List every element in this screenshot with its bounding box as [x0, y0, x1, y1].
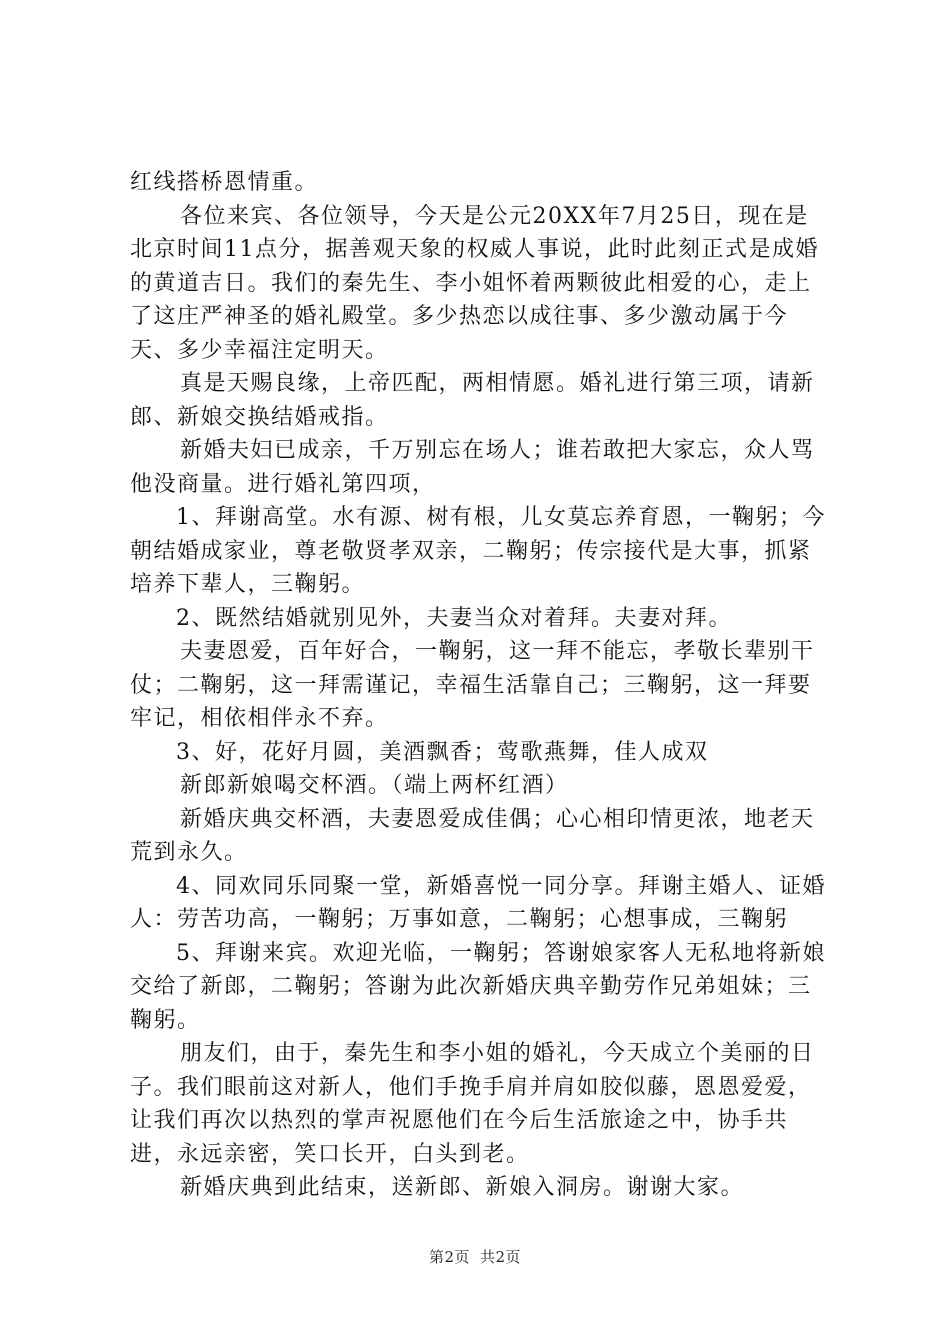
paragraph: 新婚夫妇已成亲，千万别忘在场人；谁若敢把大家忘，众人骂他没商量。进行婚礼第四项， — [130, 438, 815, 497]
paragraph: 5、拜谢来宾。欢迎光临，一鞠躬；答谢娘家客人无私地将新娘交给了新郎，二鞠躬；答谢为此次新婚庆典辛勤劳作兄弟姐妹；三鞠躬。 — [130, 940, 826, 1033]
paragraph: 真是天赐良缘，上帝匹配，两相情愿。婚礼进行第三项，请新郎、新娘交换结婚戒指。 — [130, 371, 815, 430]
page-number: 第2页 — [428, 1248, 470, 1266]
paragraph: 夫妻恩爱，百年好合，一鞠躬，这一拜不能忘，孝敬长辈别干仗；二鞠躬，这一拜需谨记，幸福生活靠自己；三鞠躬，这一拜要牢记，相依相伴永不弃。 — [130, 639, 815, 731]
paragraph: 3、好，花好月圆，美酒飘香；莺歌燕舞，佳人成双 — [176, 739, 709, 765]
paragraph: 1、拜谢高堂。水有源、树有根，儿女莫忘养育恩，一鞠躬；今朝结婚成家业，尊老敬贤孝双亲，二鞠躬；传宗接代是大事，抓紧培养下辈人，三鞠躬。 — [130, 505, 826, 597]
paragraph: 新郎新娘喝交杯酒。（端上两杯红酒） — [180, 773, 569, 798]
paragraph: 红线搭桥恩情重。 — [130, 170, 319, 195]
paragraph: 新婚庆典交杯酒，夫妻恩爱成佳偶；心心相印情更浓，地老天荒到永久。 — [130, 806, 815, 865]
page-footer — [0, 1246, 950, 1267]
paragraph: 新婚庆典到此结束，送新郎、新娘入洞房。谢谢大家。 — [180, 1175, 745, 1200]
document-body — [130, 166, 830, 1205]
paragraph: 朋友们，由于，秦先生和李小姐的婚礼，今天成立个美丽的日子。我们眼前这对新人，他们手挽手肩并肩如胶似藤，恩恩爱爱，让我们再次以热烈的掌声祝愿他们在今后生活旅途之中，协手共进，永远亲密，笑口长开，白头到老。 — [130, 1041, 815, 1167]
paragraph: 4、同欢同乐同聚一堂，新婚喜悦一同分享。拜谢主婚人、证婚人：劳苦功高，一鞠躬；万事如意，二鞠躬；心想事成，三鞠躬 — [130, 873, 826, 932]
page-total: 共2页 — [480, 1248, 522, 1266]
paragraph: 各位来宾、各位领导，今天是公元20XX年7月25日，现在是北京时间11点分，据善观天象的权威人事说，此时此刻正式是成婚的黄道吉日。我们的秦先生、李小姐怀着两颗彼此相爱的心，走上了这庄严神圣的婚礼殿堂。多少热恋以成往事、多少激动属于今天、多少幸福注定明天。 — [130, 203, 819, 363]
paragraph: 2、既然结婚就别见外，夫妻当众对着拜。夫妻对拜。 — [176, 605, 732, 631]
